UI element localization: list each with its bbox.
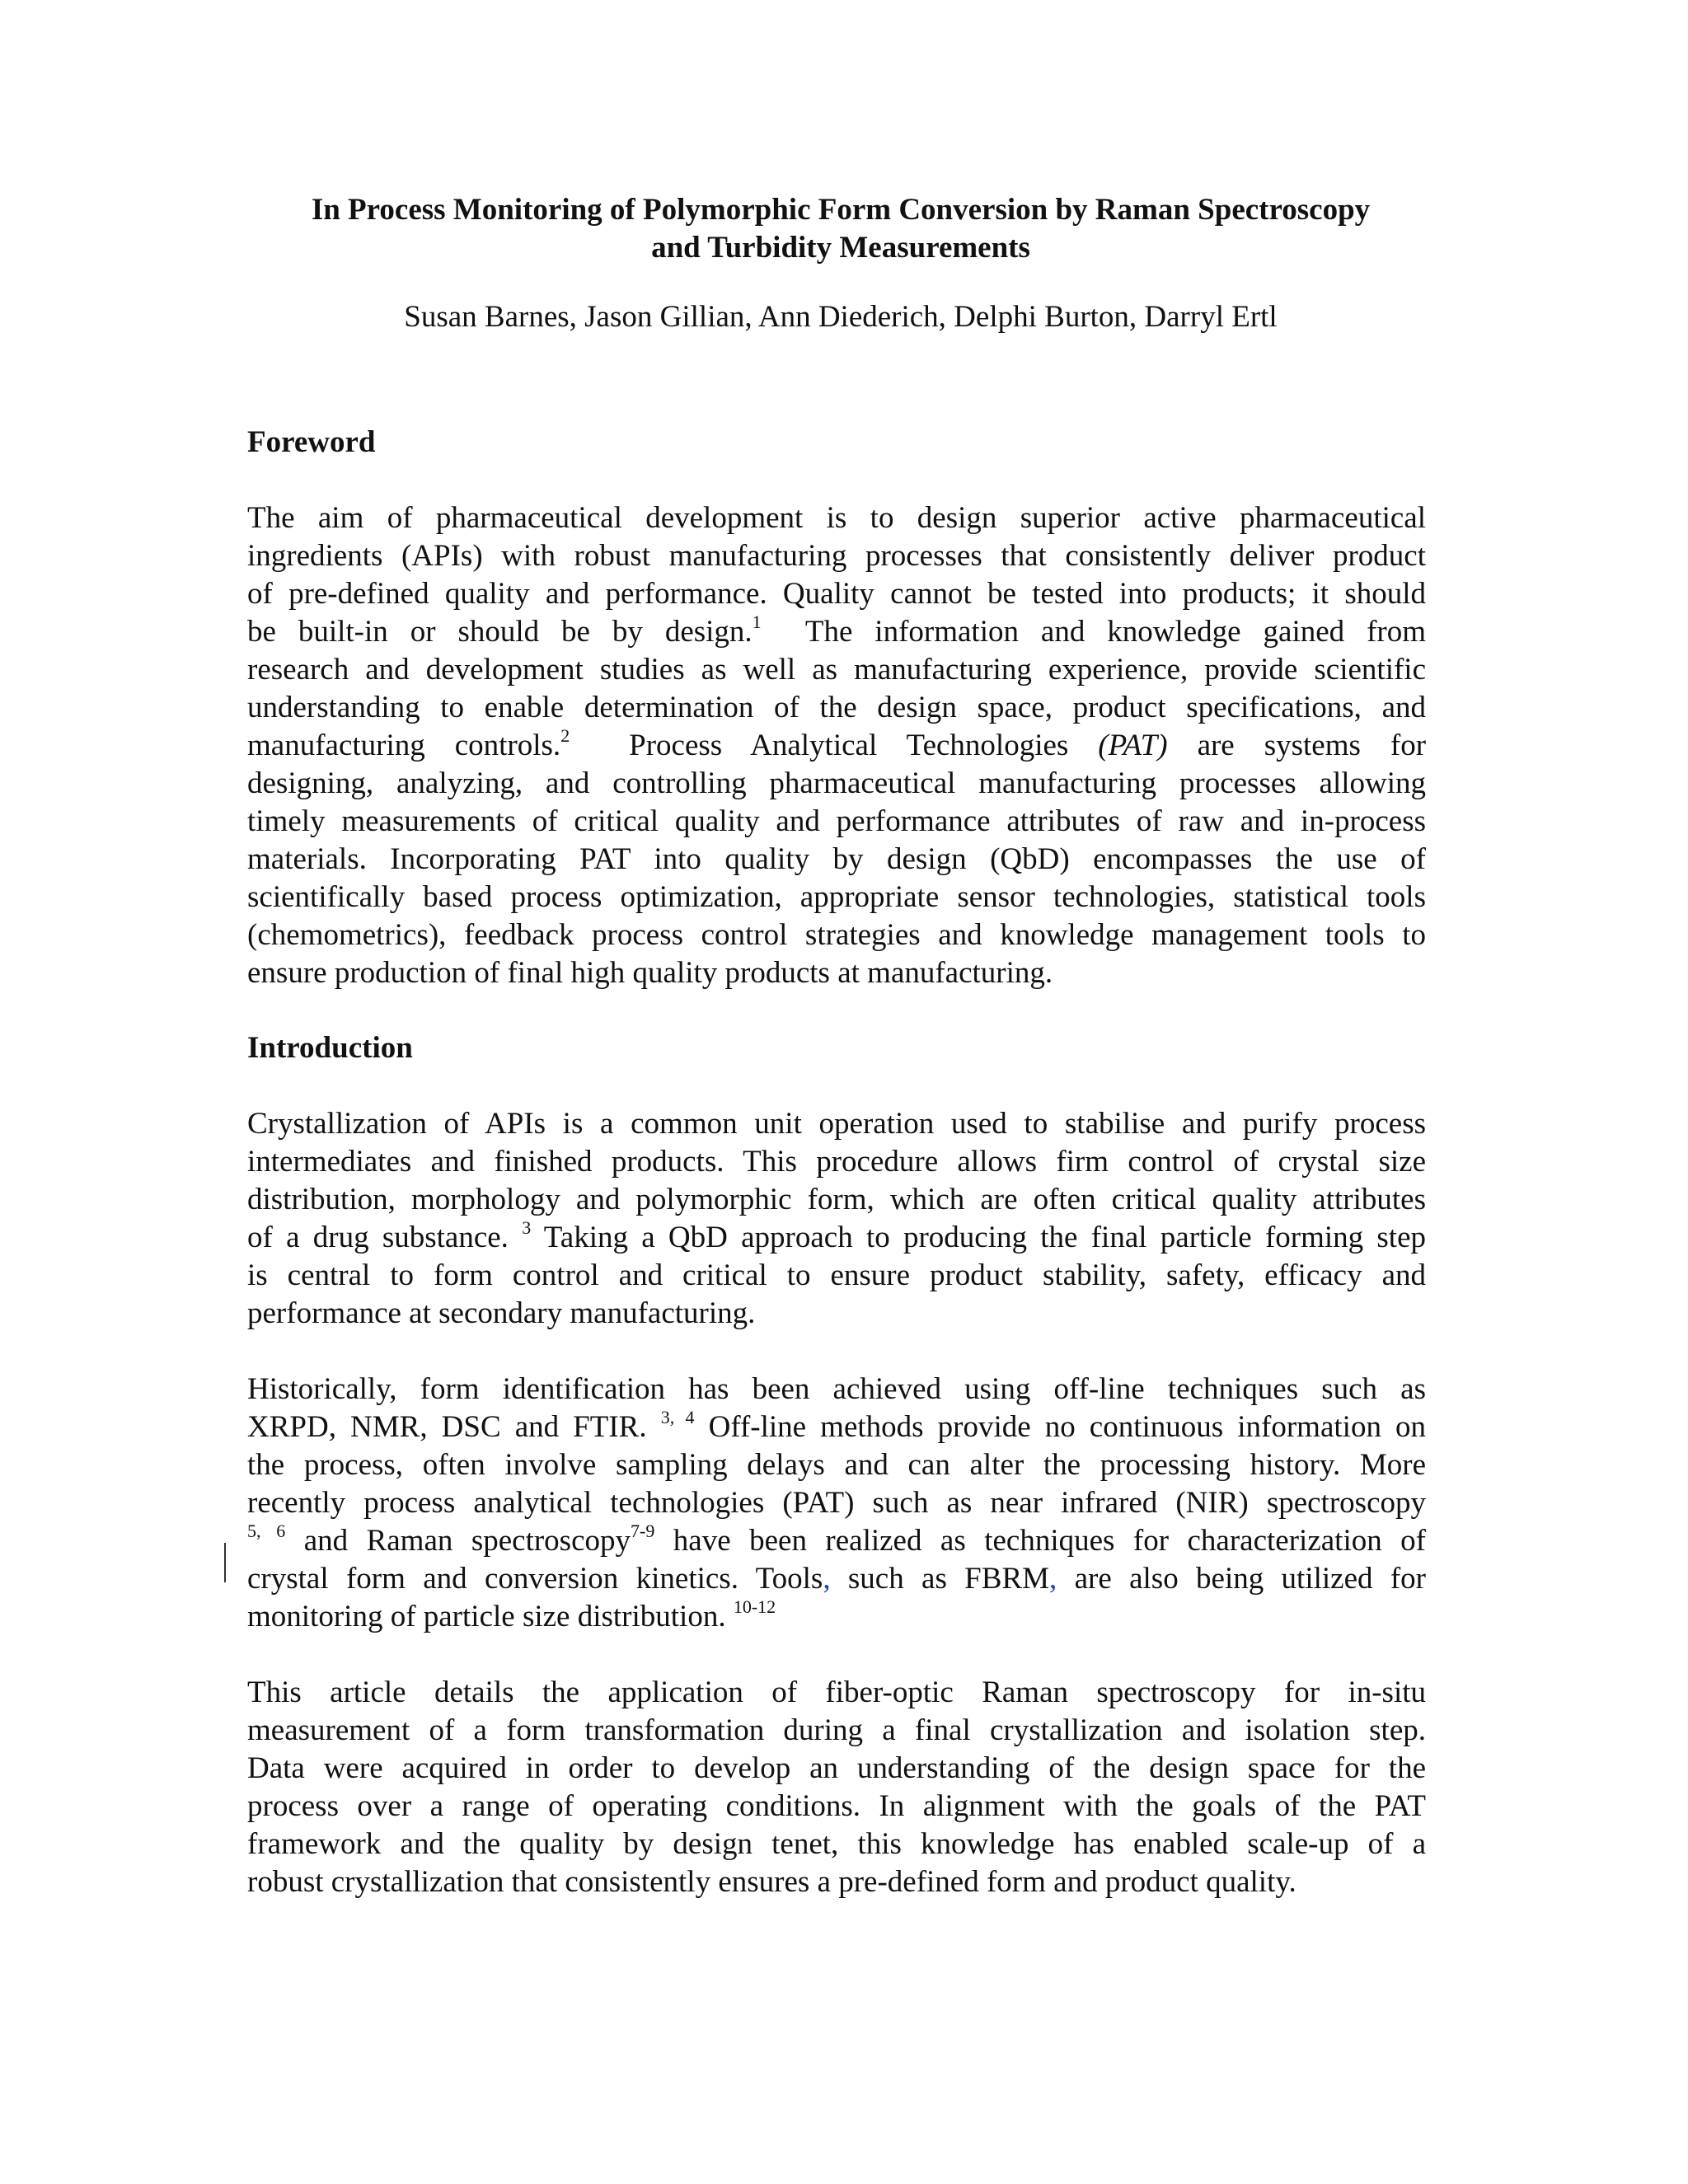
foreword-line-7-head: manufacturing controls. <box>247 729 561 762</box>
intro-p2-line-5-a: and Raman spectroscopy <box>303 1524 631 1558</box>
citation-10-12: 10-12 <box>733 1596 776 1617</box>
title-line-1: In Process Monitoring of Polymorphic Form Conversion by Raman Spectroscopy <box>311 193 1371 227</box>
foreword-line-4 <box>247 613 1426 651</box>
intro-p1-line: intermediates and finished products. This procedure allows firm control of crystal size <box>247 1145 1426 1179</box>
tracked-change-comma: , <box>823 1562 831 1596</box>
foreword-line-7 <box>247 727 1426 765</box>
intro-p1-line-4-tail: Taking a QbD approach to producing the final particle forming step <box>543 1221 1427 1254</box>
intro-p1-line-4 <box>247 1219 1426 1257</box>
intro-p2-line-6-a: crystal form and conversion kinetics. Tools <box>247 1562 823 1596</box>
intro-p2-line-5 <box>247 1522 1426 1560</box>
intro-p1-line: performance at secondary manufacturing. <box>247 1296 756 1330</box>
intro-p1-line: distribution, morphology and polymorphic form, which are often critical quality attributes <box>247 1183 1426 1216</box>
tracked-change-comma: , <box>1049 1562 1057 1596</box>
citation-1: 1 <box>752 612 762 632</box>
intro-p2-line-7 <box>247 1598 1426 1636</box>
intro-p2-line-2-tail: Off-line methods provide no continuous information on <box>708 1410 1427 1444</box>
foreword-paragraph <box>247 499 1426 992</box>
intro-p3-line: This article details the application of fiber-optic Raman spectroscopy for in-situ <box>247 1675 1426 1709</box>
foreword-line-4-tail: The information and knowledge gained from <box>804 615 1426 649</box>
foreword-line: timely measurements of critical quality and performance attributes of raw and in-process <box>247 804 1426 838</box>
intro-p2-line: Historically, form identification has been achieved using off-line techniques such as <box>247 1372 1426 1406</box>
introduction-paragraph-1 <box>247 1105 1426 1333</box>
foreword-line-7-mid: Process Analytical Technologies <box>629 729 1069 762</box>
foreword-line: ingredients (APIs) with robust manufacturing processes that consistently deliver product <box>247 539 1426 573</box>
intro-p2-line-7-text: monitoring of particle size distribution. <box>247 1600 726 1633</box>
foreword-line-4-head: be built-in or should be by design. <box>247 615 753 649</box>
intro-p2-line-2-head: XRPD, NMR, DSC and FTIR. <box>247 1410 647 1444</box>
foreword-line: The aim of pharmaceutical development is to design superior active pharmaceutical <box>247 501 1426 535</box>
foreword-line: ensure production of final high quality products at manufacturing. <box>247 956 1053 990</box>
foreword-line: understanding to enable determination of the design space, product specifications, and <box>247 691 1426 724</box>
intro-p3-line: process over a range of operating conditions. In alignment with the goals of the PAT <box>247 1789 1426 1823</box>
citation-3: 3 <box>522 1217 532 1238</box>
intro-p3-line: framework and the quality by design tenet, this knowledge has enabled scale-up of a <box>247 1827 1426 1861</box>
title-line-2: and Turbidity Measurements <box>651 231 1030 265</box>
intro-p2-line: the process, often involve sampling delays and can alter the processing history. More <box>247 1448 1426 1482</box>
foreword-line: (chemometrics), feedback process control strategies and knowledge management tools to <box>247 918 1426 952</box>
intro-p1-line-4-head: of a drug substance. <box>247 1221 509 1254</box>
introduction-heading: Introduction <box>247 1031 413 1065</box>
foreword-line: research and development studies as well as manufacturing experience, provide scientific <box>247 653 1426 687</box>
citation-3-4: 3, 4 <box>660 1407 695 1427</box>
foreword-line: of pre-defined quality and performance. Quality cannot be tested into products; it should <box>247 577 1426 611</box>
pat-abbreviation: (PAT) <box>1098 729 1168 762</box>
intro-p2-line: recently process analytical technologies (PAT) such as near infrared (NIR) spectroscopy <box>247 1486 1426 1520</box>
foreword-line: designing, analyzing, and controlling pharmaceutical manufacturing processes allowing <box>247 766 1426 800</box>
intro-p2-line-6 <box>247 1560 1426 1598</box>
introduction-paragraph-3 <box>247 1674 1426 1901</box>
foreword-heading: Foreword <box>247 425 376 459</box>
citation-7-9: 7-9 <box>631 1521 655 1541</box>
intro-p1-line: Crystallization of APIs is a common unit operation used to stabilise and purify process <box>247 1107 1426 1141</box>
author-list: Susan Barnes, Jason Gillian, Ann Diederich, Delphi Burton, Darryl Ertl <box>404 300 1278 334</box>
intro-p2-line-6-b: such as FBRM <box>847 1562 1050 1596</box>
citation-2: 2 <box>560 725 570 746</box>
foreword-line: scientifically based process optimization, appropriate sensor technologies, statistical tools <box>247 880 1426 914</box>
change-bar <box>224 1543 226 1582</box>
intro-p3-line: measurement of a form transformation during a final crystallization and isolation step. <box>247 1713 1426 1747</box>
introduction-paragraph-2 <box>247 1371 1426 1636</box>
intro-p2-line-6-c: are also being utilized for <box>1074 1562 1426 1596</box>
paper-title <box>247 191 1426 267</box>
intro-p2-line-2 <box>247 1408 1426 1446</box>
intro-p3-line: robust crystallization that consistently ensures a pre-defined form and product quality. <box>247 1865 1296 1899</box>
foreword-line-7-tail: are systems for <box>1197 729 1427 762</box>
foreword-line: materials. Incorporating PAT into quality by design (QbD) encompasses the use of <box>247 842 1426 876</box>
intro-p3-line: Data were acquired in order to develop an understanding of the design space for the <box>247 1751 1426 1785</box>
intro-p1-line: is central to form control and critical to ensure product stability, safety, efficacy and <box>247 1258 1426 1292</box>
document-page <box>247 191 1426 1901</box>
intro-p2-line-5-b: have been realized as techniques for characterization of <box>673 1524 1427 1558</box>
citation-5-6: 5, 6 <box>247 1521 286 1541</box>
